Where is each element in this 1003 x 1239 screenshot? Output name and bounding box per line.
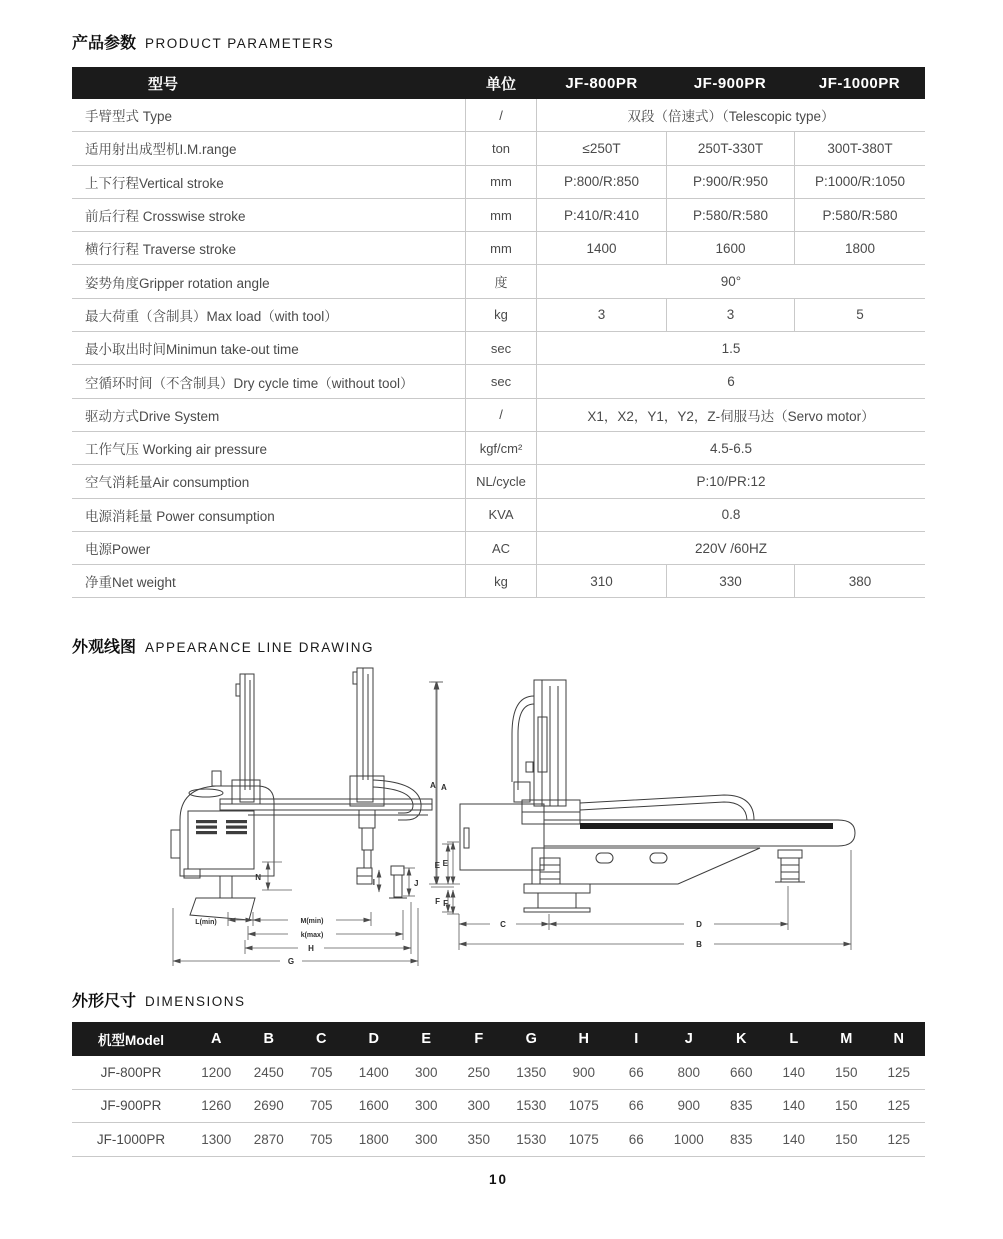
parameter-row [72,99,925,132]
parameter-name: 净重Net weight [85,575,176,591]
parameter-unit: AC [465,532,537,564]
parameter-name: 横行行程 Traverse stroke [85,242,237,258]
parameter-value: 250T-330T [666,132,794,164]
parameter-name: 工作气压 Working air pressure [85,442,268,458]
dimensions-table-header [72,1022,925,1056]
parameter-name: 前后行程 Crosswise stroke [85,209,246,225]
parameter-value-span: 220V /60HZ [694,540,768,556]
dimensions-value: 66 [628,1098,644,1114]
dim-label-mmin: M(min) [300,918,324,925]
dim-label-a: A [441,783,447,792]
dimensions-value: 1530 [516,1131,547,1147]
header-model-jf-900pr: JF-900PR [693,74,767,92]
parameter-value-span: 6 [727,374,735,390]
dimensions-value: 1600 [358,1098,389,1114]
parameter-row [72,565,925,598]
parameter-value: 5 [794,299,925,331]
parameter-row [72,299,925,332]
dimensions-value: 835 [729,1131,753,1147]
dimensions-value: 250 [467,1064,491,1080]
front-view-machine-outline [171,668,432,920]
dimensions-title-en: DIMENSIONS [145,994,246,1009]
drawing-title-en: APPEARANCE LINE DRAWING [145,640,375,655]
dimensions-model: JF-1000PR [96,1131,166,1147]
parameter-name: 适用射出成型机I.M.range [85,142,237,158]
dim-label-kmax: k(max) [300,932,324,939]
parameter-value: ≤250T [582,140,621,156]
parameter-row [72,399,925,432]
dimensions-header-cell: B [263,1031,274,1047]
dim-label-b: B [696,940,702,949]
dimensions-value: 1075 [568,1131,599,1147]
dim-label-e: E [442,859,448,868]
parameter-value-span: 0.8 [721,507,741,523]
parameter-row [72,532,925,565]
parameter-value: P:580/R:580 [666,199,794,231]
parameter-value: P:1000/R:1050 [794,166,925,198]
dimensions-header-cell: G [525,1031,537,1047]
dimensions-value: 140 [782,1131,806,1147]
dimensions-value: 1200 [201,1064,232,1080]
dim-label-f: F [443,899,448,908]
parameters-title-zh: 产品参数 [72,35,137,52]
dimensions-header-cell: N [893,1031,904,1047]
parameter-value: 3 [666,299,794,331]
dimensions-header-cell: J [684,1031,693,1047]
parameter-unit: ton [465,132,537,164]
drawing-title-zh: 外观线图 [72,639,137,656]
dimensions-value: 300 [467,1098,491,1114]
parameter-row [72,232,925,265]
parameter-unit: mm [465,199,537,231]
parameter-value-span: P:10/PR:12 [696,473,766,489]
parameter-name: 驱动方式Drive System [85,408,220,424]
dimensions-value: 2690 [253,1098,284,1114]
dimensions-value: 1400 [358,1064,389,1080]
parameter-name: 空气消耗量Air consumption [85,475,250,491]
dimensions-value: 125 [887,1131,911,1147]
parameter-name: 姿势角度Gripper rotation angle [85,275,270,291]
dim-label-i: I [372,878,375,887]
dimensions-value: 150 [834,1064,858,1080]
parameter-value: 330 [666,565,794,597]
dimensions-value: 900 [572,1064,596,1080]
dimensions-value: 150 [834,1131,858,1147]
parameter-unit: / [465,399,537,431]
dimensions-header-cell: I [634,1031,639,1047]
dimensions-value: 1530 [516,1098,547,1114]
parameter-row [72,199,925,232]
parameter-value: P:900/R:950 [666,166,794,198]
dimensions-value: 350 [467,1131,491,1147]
parameter-value: 380 [794,565,925,597]
dimensions-value: 66 [628,1064,644,1080]
dimensions-value: 1260 [201,1098,232,1114]
dimensions-value: 66 [628,1131,644,1147]
dimensions-header-cell: F [474,1031,484,1047]
dimensions-header-cell: C [316,1031,327,1047]
dimensions-title-zh: 外形尺寸 [72,993,137,1010]
page-number: 10 [488,1172,509,1187]
parameter-value: P:580/R:580 [794,199,925,231]
parameter-value: 1800 [794,232,925,264]
dimensions-value: 150 [834,1098,858,1114]
dimensions-value: 835 [729,1098,753,1114]
dimensions-value: 2870 [253,1131,284,1147]
parameter-name: 电源消耗量 Power consumption [85,508,275,524]
header-unit-label: 单位 [485,75,516,93]
parameter-row [72,132,925,165]
dimensions-value: 1075 [568,1098,599,1114]
parameter-row [72,332,925,365]
dimensions-value: 300 [414,1131,438,1147]
dimensions-table-body [72,1056,925,1157]
parameter-row [72,432,925,465]
parameter-row [72,166,925,199]
parameter-value: 300T-380T [794,132,925,164]
dimensions-model: JF-800PR [100,1064,162,1080]
parameter-name: 最大荷重（含制具）Max load（with tool） [85,308,338,324]
dim-label-f: F [435,897,440,906]
dimensions-value: 705 [309,1064,333,1080]
parameter-unit: kg [465,299,537,331]
parameters-title-en: PRODUCT PARAMETERS [145,36,335,51]
parameters-table [72,67,925,598]
dim-label-a: A [430,781,436,790]
dimensions-row [72,1090,925,1124]
dimensions-header-cell: A [211,1031,222,1047]
side-view-machine-outline [460,680,855,912]
dimensions-value: 900 [677,1098,701,1114]
parameter-value-span: 90° [720,274,742,290]
dimensions-header-cell: M [840,1031,853,1047]
parameter-unit: sec [465,365,537,397]
side-view-drawing [428,662,883,968]
parameter-value: P:410/R:410 [563,207,640,223]
parameter-value: 1600 [666,232,794,264]
parameter-name: 空循环时间（不含制具）Dry cycle time（without tool） [85,375,414,391]
header-model-jf-1000pr: JF-1000PR [818,74,901,92]
parameter-name: 上下行程Vertical stroke [85,175,224,191]
parameter-unit: kgf/cm² [465,432,537,464]
parameter-value: P:800/R:850 [563,174,640,190]
dimensions-value: 300 [414,1098,438,1114]
parameter-value-span: X1，X2，Y1，Y2，Z-伺服马达（Servo motor） [587,408,875,424]
dim-label-n: N [255,873,261,882]
parameter-value-span: 4.5-6.5 [709,440,753,456]
parameters-section-title [72,30,334,53]
dimensions-value: 1350 [516,1064,547,1080]
dim-label-e: E [434,861,440,870]
dim-label-d: D [696,920,702,929]
parameter-row [72,499,925,532]
parameter-unit: 度 [465,265,537,297]
dimensions-header-cell: 机型Model [98,1033,164,1048]
dimensions-header-cell: H [578,1031,589,1047]
dimensions-header-cell: D [368,1031,379,1047]
front-view-drawing [160,662,470,968]
dimensions-header-cell: K [736,1031,747,1047]
dimensions-value: 1000 [673,1131,704,1147]
dimensions-section-title [72,988,246,1011]
dim-label-lmin: L(min) [195,919,217,926]
dimensions-model: JF-900PR [100,1098,162,1114]
dimensions-header-cell: E [421,1031,432,1047]
dimensions-value: 660 [729,1064,753,1080]
dimensions-row [72,1123,925,1157]
side-view-dimension-lines [431,682,851,950]
dimensions-value: 2450 [253,1064,284,1080]
parameter-row [72,365,925,398]
dimensions-header-cell: L [789,1031,799,1047]
dimensions-value: 1800 [358,1131,389,1147]
parameter-value: 1400 [586,240,617,256]
parameter-unit: mm [465,232,537,264]
dimensions-value: 705 [309,1131,333,1147]
dim-label-h: H [308,944,314,953]
parameter-name: 最小取出时间Minimun take-out time [85,342,299,358]
parameter-value: 3 [597,307,606,323]
dim-label-j: J [414,879,419,888]
dimensions-value: 125 [887,1098,911,1114]
parameter-unit: mm [465,166,537,198]
parameter-unit: KVA [465,499,537,531]
dimensions-value: 705 [309,1098,333,1114]
parameter-value-span: 1.5 [721,340,741,356]
dimensions-value: 800 [677,1064,701,1080]
header-model-jf-800pr: JF-800PR [565,74,638,92]
dimensions-value: 1300 [201,1131,232,1147]
dimensions-row [72,1056,925,1090]
dimensions-value: 140 [782,1098,806,1114]
parameter-row [72,465,925,498]
parameter-unit: NL/cycle [465,465,537,497]
parameter-unit: / [465,99,537,131]
parameters-table-body [72,99,925,598]
dimensions-value: 300 [414,1064,438,1080]
drawing-section-title [72,634,374,657]
parameter-name: 电源Power [85,542,151,557]
dimensions-value: 140 [782,1064,806,1080]
dimensions-value: 125 [887,1064,911,1080]
parameter-value-span: 双段（倍速式）（Telescopic type） [627,109,835,125]
dim-label-g: G [287,957,295,966]
parameter-value: 310 [590,573,613,589]
parameters-table-header [72,67,925,99]
appearance-line-drawings [0,660,1003,972]
parameter-name: 手臂型式 Type [85,109,173,125]
dimensions-table [72,1022,925,1157]
dim-label-c: C [500,920,506,929]
parameter-row [72,265,925,298]
parameter-unit: sec [465,332,537,364]
parameter-unit: kg [465,565,537,597]
header-model-label: 型号 [148,75,179,93]
